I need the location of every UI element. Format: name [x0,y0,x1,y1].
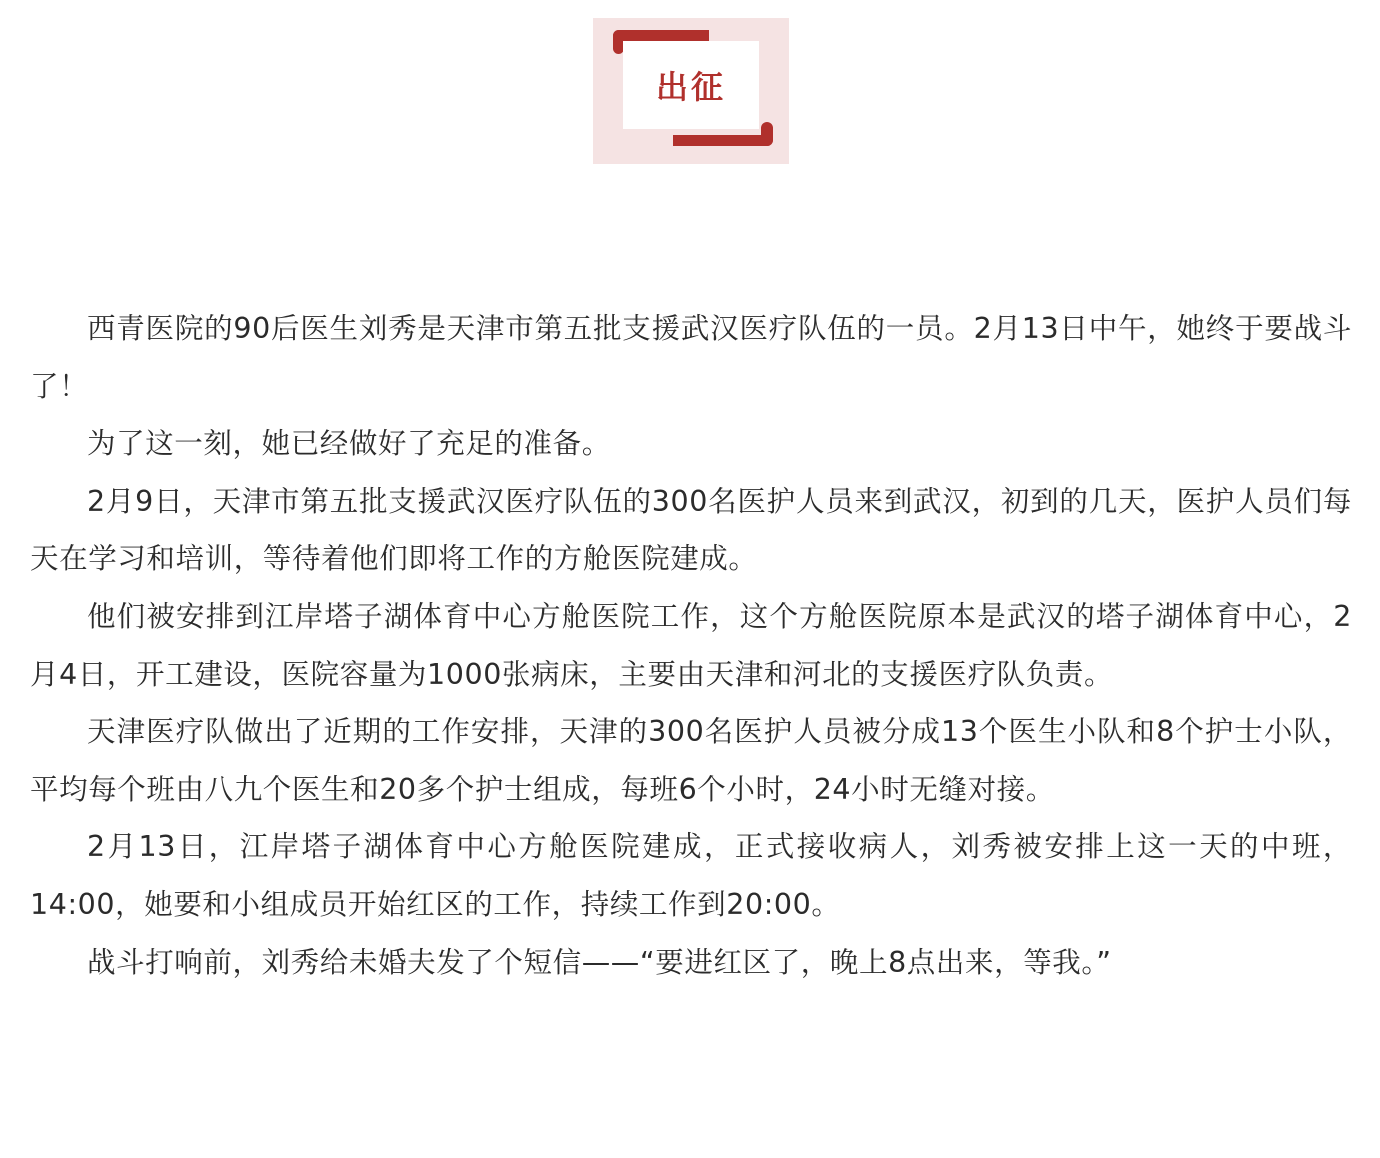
article-paragraph: 他们被安排到江岸塔子湖体育中心方舱医院工作，这个方舱医院原本是武汉的塔子湖体育中心，2月4日，开工建设，医院容量为1000张病床，主要由天津和河北的支援医疗队负责。 [30,599,1352,691]
article-paragraph: 西青医院的90后医生刘秀是天津市第五批支援武汉医疗队伍的一员。2月13日中午，她终于要战斗了！ [30,312,1352,403]
section-title: 出征 [655,68,726,106]
badge-card [623,41,759,129]
article-paragraph: 2月13日，江岸塔子湖体育中心方舱医院建成，正式接收病人，刘秀被安排上这一天的中班，14:00，她要和小组成员开始红区的工作，持续工作到20:00。 [30,830,1352,921]
article-paragraph: 天津医疗队做出了近期的工作安排，天津的300名医护人员被分成13个医生小队和8个护士小队，平均每个班由八九个医生和20多个护士组成，每班6个小时，24小时无缝对接。 [30,715,1352,806]
badge-corner-bottom-right [673,135,773,146]
article-paragraph: 2月9日，天津市第五批支援武汉医疗队伍的300名医护人员来到武汉，初到的几天，医护人员们每天在学习和培训，等待着他们即将工作的方舱医院建成。 [30,484,1352,576]
article-paragraph: 战斗打响前，刘秀给未婚夫发了个短信——“要进红区了，晚上8点出来，等我。” [87,945,1112,979]
article-body [30,300,1352,991]
badge-corner-bottom-right-vertical [761,122,773,146]
badge-corner-top-left [613,30,709,41]
article-paragraph: 为了这一刻，她已经做好了充足的准备。 [87,427,611,461]
section-title-badge [593,18,789,164]
